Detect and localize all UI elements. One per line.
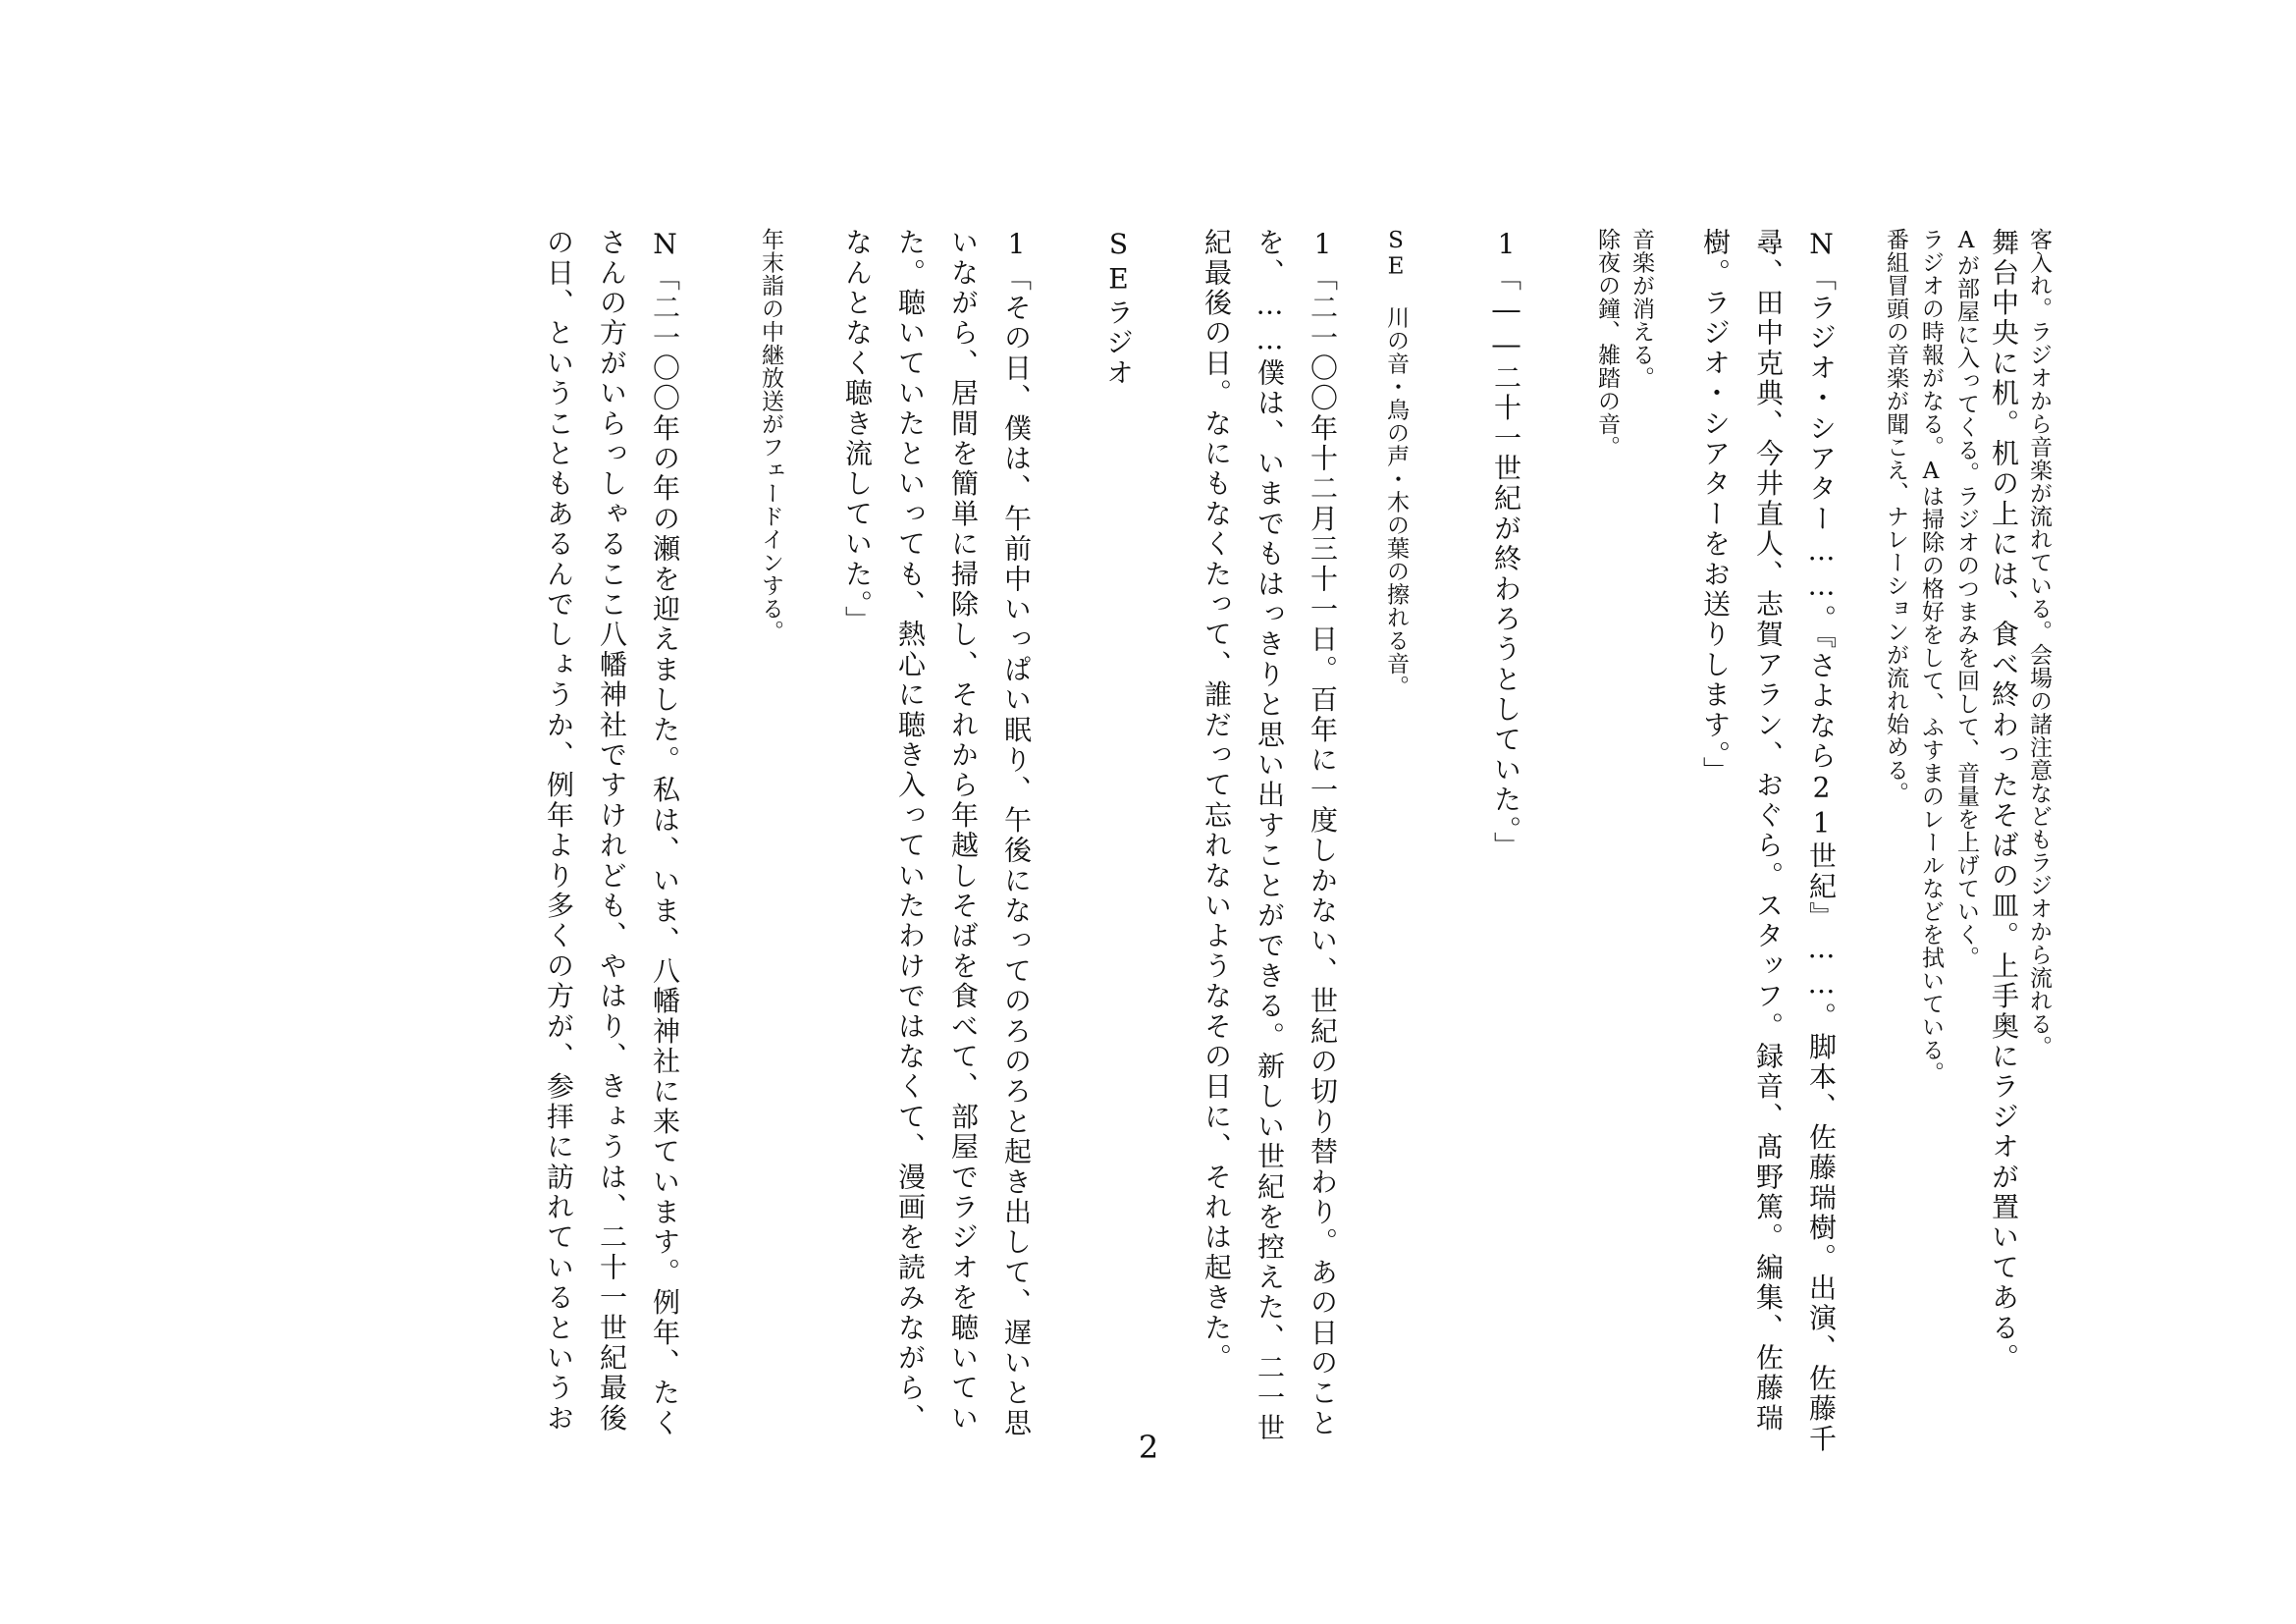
stage-direction: 番組冒頭の音楽が聞こえ、ナレーションが流れ始める。 (1883, 228, 1908, 805)
narration-line: 尋、田中克典、今井直人、志賀アラン、おぐら。スタッフ。録音、髙野篤。編集、佐藤瑞 (1752, 228, 1785, 1434)
narration-line: の日、ということもあるんでしょうか、例年より多くの方が、参拝に訪れているというお (543, 228, 575, 1434)
narration-line: さんの方がいらっしゃるここ八幡神社ですけれども、やはり、きょうは、二十一世紀最後 (596, 228, 628, 1434)
page-number: 2 (1138, 1429, 1159, 1466)
dialogue-line: を、……僕は、いまでもはっきりと思い出すことができる。新しい世紀を控えた、二一世 (1254, 228, 1286, 1443)
sound-effect: SEラジオ (1102, 228, 1135, 389)
stage-direction: ラジオの時報がなる。Aは掃除の格好をして、ふすまのレールなどを拭いている。 (1918, 228, 1944, 1085)
stage-direction: 年末詣の中継放送がフェードインする。 (758, 228, 783, 643)
dialogue-line: 1「その日、僕は、午前中いっぱい眠り、午後になってのろのろと起き出して、遅いと思 (1000, 228, 1033, 1438)
sound-effect: SE 川の音・鳥の声・木の葉の擦れる音。 (1383, 228, 1409, 698)
dialogue-line: いながら、居間を簡単に掃除し、それから年越しそばを食べて、部屋でラジオを聴いてい (947, 228, 980, 1434)
narration-line: 樹。ラジオ・シアターをお送りします。」 (1699, 228, 1732, 787)
narration-line: N「二一〇〇年の年の瀬を迎えました。私は、いま、八幡神社に来ています。例年、たく (649, 228, 681, 1438)
narration-line: N「ラジオ・シアター……。『さよなら21世紀』……。脚本、佐藤瑞樹。出演、佐藤千 (1805, 228, 1838, 1454)
stage-direction: 音楽が消える。 (1629, 228, 1654, 390)
dialogue-line: 紀最後の日。なにもなくたって、誰だって忘れないようなその日に、それは起きた。 (1201, 228, 1233, 1374)
dialogue-line: た。聴いていたといっても、熱心に聴き入っていたわけではなくて、漫画を読みながら、 (894, 228, 927, 1434)
dialogue-line: 1「二一〇〇年十二月三十一日。百年に一度しかない、世紀の切り替わり。あの日のこと (1307, 228, 1339, 1438)
script-body (250, 228, 2052, 1454)
dialogue-line: 1「――二十一世紀が終わろうとしていた。」 (1490, 228, 1522, 862)
stage-direction: 客入れ。ラジオから音楽が流れている。会場の諸注意などもラジオから流れる。 (2026, 228, 2052, 1058)
stage-direction: 除夜の鐘、雑踏の音。 (1594, 228, 1620, 459)
dialogue-line: なんとなく聴き流していた。」 (841, 228, 874, 636)
stage-direction: 舞台中央に机。机の上には、食べ終わったそばの皿。上手奥にラジオが置いてある。 (1988, 228, 2020, 1374)
stage-direction: Aが部屋に入ってくる。ラジオのつまみを回して、音量を上げていく。 (1953, 228, 1979, 969)
